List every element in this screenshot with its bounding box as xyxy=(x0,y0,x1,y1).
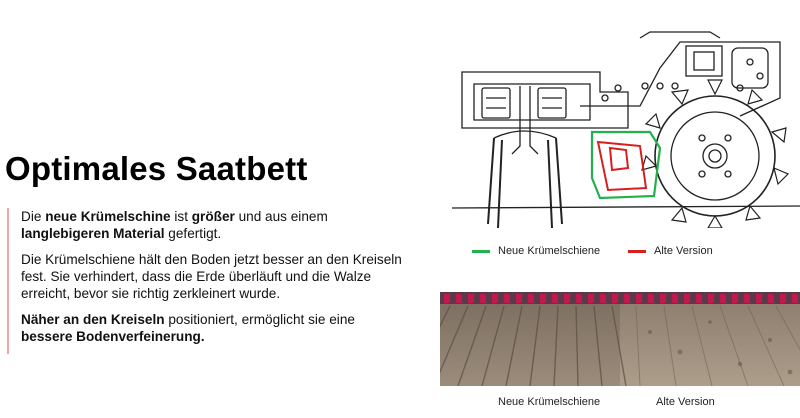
photo-label-new: Neue Krümelschiene xyxy=(498,396,601,408)
text-segment: positioniert, ermöglicht sie eine xyxy=(164,312,355,327)
text-segment: und aus einem xyxy=(234,209,328,224)
text-segment: gefertigt. xyxy=(164,226,222,241)
paragraph-function: Die Krümelschiene hält den Boden jetzt besser an den Kreiseln fest. Sie verhindert, dass die Erde überläuft und die Walze erreicht, bevor sie richtig zerkleinert wurde. xyxy=(21,252,402,301)
field-photo xyxy=(440,292,800,386)
text-segment: Die xyxy=(21,209,46,224)
highlight-closer: Näher an den Kreiseln xyxy=(21,312,165,327)
paragraph-position xyxy=(21,311,402,345)
highlight-material: langlebigeren Material xyxy=(21,226,165,241)
legend-old-label: Alte Version xyxy=(654,245,713,257)
highlight-refinement: bessere Bodenverfeinerung. xyxy=(21,329,205,344)
legend-green-swatch xyxy=(472,250,490,253)
description-block xyxy=(7,208,402,354)
highlight-bigger: größer xyxy=(191,209,235,224)
old-rail-outline xyxy=(598,142,646,190)
paragraph-material xyxy=(21,208,402,242)
legend-new xyxy=(472,243,600,259)
machine-diagram xyxy=(450,28,800,228)
legend-new-label: Neue Krümelschiene xyxy=(498,245,601,257)
page-title: Optimales Saatbett xyxy=(5,150,308,187)
upper-arm xyxy=(580,42,780,116)
photo-label-old: Alte Version xyxy=(656,396,715,408)
text-segment: ist xyxy=(170,209,192,224)
legend-red-swatch xyxy=(628,250,646,253)
packer-roller xyxy=(655,96,775,216)
legend-old xyxy=(628,243,713,259)
highlight-new-rail: neue Krümelschine xyxy=(45,209,171,224)
